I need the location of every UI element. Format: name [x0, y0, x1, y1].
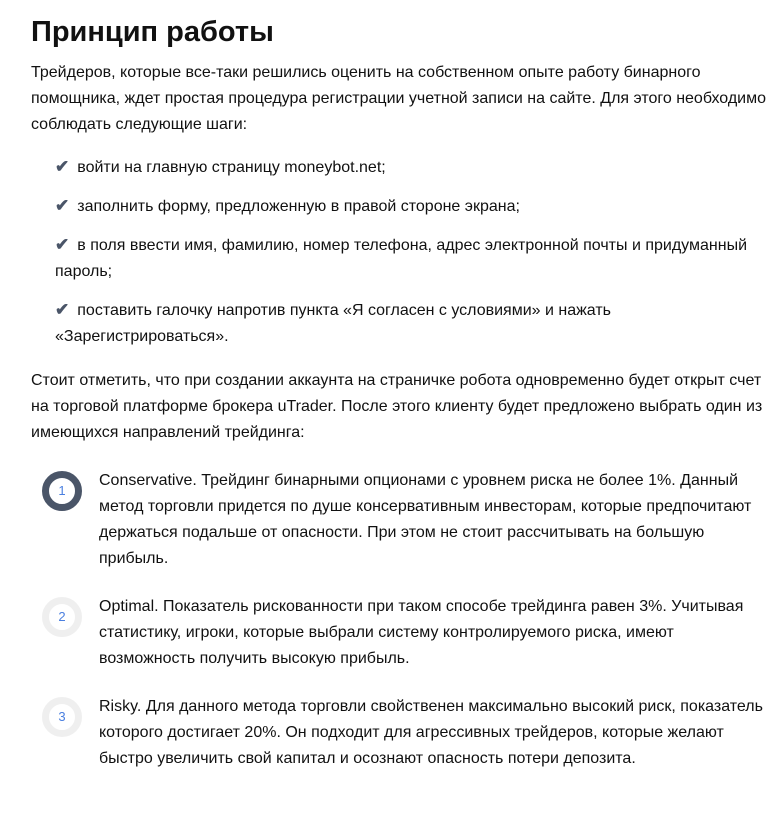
checkmark-icon: ✔	[55, 235, 70, 254]
list-item	[55, 193, 766, 220]
article	[31, 0, 766, 794]
mode-text: Optimal. Показатель рискованности при таком способе трейдинга равен 3%. Учитывая статистику, игроки, которые выбрали систему контролируемого риска, имеют возможность получить высокую прибыль.	[99, 598, 744, 667]
checkmark-icon: ✔	[55, 300, 70, 319]
section-heading: Принцип работы	[31, 16, 274, 48]
list-item	[31, 694, 766, 772]
list-item	[55, 154, 766, 181]
list-item	[31, 594, 766, 672]
checkmark-icon: ✔	[55, 157, 70, 176]
mode-text: Risky. Для данного метода торговли свойственен максимально высокий риск, показатель которого достигает 20%. Он подходит для агрессивных трейдеров, которые желают быстро увеличить свой капитал и осознают опасность потери депозита.	[99, 698, 763, 767]
registration-steps-list	[31, 154, 766, 350]
step-text: в поля ввести имя, фамилию, номер телефона, адрес электронной почты и придуманный пароль;	[55, 237, 747, 280]
number-badge: 3	[42, 697, 82, 737]
checkmark-icon: ✔	[55, 196, 70, 215]
list-item	[31, 468, 766, 572]
list-item	[55, 297, 766, 350]
step-text: заполнить форму, предложенную в правой стороне экрана;	[77, 198, 520, 215]
trading-modes-paragraph: Стоит отметить, что при создании аккаунта на страничке робота одновременно будет открыт счет на торговой платформе брокера uTrader. После этого клиенту будет предложено выбрать один из имеющихся направлений трейдинга:	[31, 372, 763, 441]
number-badge: 1	[42, 471, 82, 511]
list-item	[55, 232, 766, 285]
step-text: войти на главную страницу moneybot.net;	[77, 159, 386, 176]
intro-paragraph: Трейдеров, которые все-таки решились оценить на собственном опыте работу бинарного помощника, ждет простая процедура регистрации учетной записи на сайте. Для этого необходимо соблюдать следующие шаги:	[31, 64, 766, 133]
step-text: поставить галочку напротив пункта «Я согласен с условиями» и нажать «Зарегистрироваться».	[55, 302, 612, 345]
number-badge: 2	[42, 597, 82, 637]
mode-text: Conservative. Трейдинг бинарными опционами с уровнем риска не более 1%. Данный метод торговли придется по душе консервативным инвесторам, которые предпочитают держаться подальше от опасности. При этом не стоит рассчитывать на большую прибыль.	[99, 472, 752, 567]
trading-modes-list	[31, 468, 766, 772]
